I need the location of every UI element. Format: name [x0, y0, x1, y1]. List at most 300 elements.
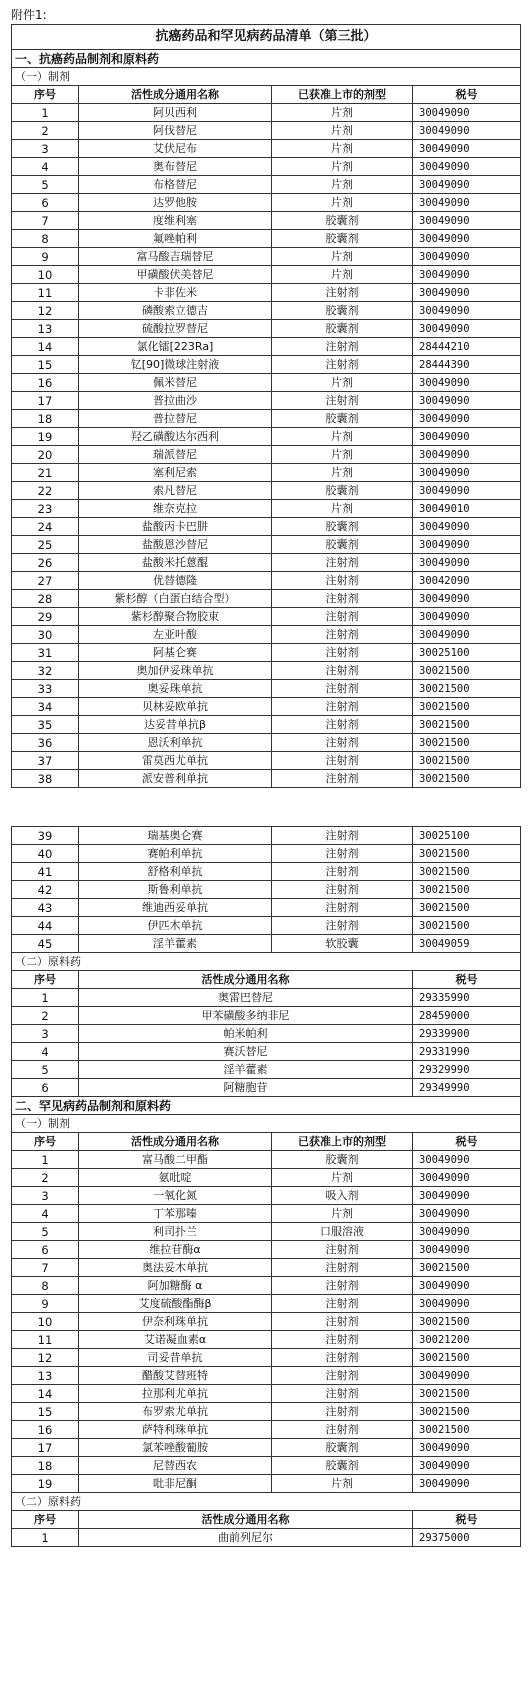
- row-index: 15: [12, 1403, 79, 1421]
- row-dosage-form: 注射剂: [272, 1367, 413, 1385]
- row-dosage-form: 片剂: [272, 158, 413, 176]
- row-tax-code: 30021500: [413, 752, 521, 770]
- row-tax-code: 29329990: [413, 1061, 521, 1079]
- row-dosage-form: 注射剂: [272, 338, 413, 356]
- row-index: 24: [12, 518, 79, 536]
- row-index: 8: [12, 230, 79, 248]
- row-index: 2: [12, 122, 79, 140]
- row-index: 10: [12, 266, 79, 284]
- table-row: [12, 302, 521, 320]
- row-dosage-form: 片剂: [272, 122, 413, 140]
- row-name: 氯苯唑酸葡胺: [79, 1439, 272, 1457]
- table-row: [12, 122, 521, 140]
- row-name: 佩米替尼: [79, 374, 272, 392]
- row-dosage-form: 注射剂: [272, 899, 413, 917]
- row-index: 33: [12, 680, 79, 698]
- row-name: 硫酸拉罗替尼: [79, 320, 272, 338]
- row-index: 39: [12, 827, 79, 845]
- row-dosage-form: 注射剂: [272, 680, 413, 698]
- table-row: [12, 626, 521, 644]
- table-row: [12, 590, 521, 608]
- row-index: 5: [12, 176, 79, 194]
- row-tax-code: 30049090: [413, 446, 521, 464]
- row-index: 44: [12, 917, 79, 935]
- row-index: 1: [12, 1529, 79, 1547]
- table-row: [12, 1205, 521, 1223]
- table-row: [12, 716, 521, 734]
- row-tax-code: 30021500: [413, 716, 521, 734]
- row-tax-code: 30049090: [413, 1169, 521, 1187]
- table-row: [12, 410, 521, 428]
- section-heading-rare-row: [12, 1097, 521, 1115]
- row-dosage-form: 注射剂: [272, 1331, 413, 1349]
- row-index: 1: [12, 989, 79, 1007]
- subsection-cancer-preparations-row: [12, 68, 521, 86]
- drug-list-table-part2: [11, 826, 521, 1547]
- row-index: 11: [12, 284, 79, 302]
- row-name: 阿糖胞苷: [79, 1079, 413, 1097]
- row-name: 氯化镭[223Ra]: [79, 338, 272, 356]
- table-row: [12, 392, 521, 410]
- row-tax-code: 30049090: [413, 1439, 521, 1457]
- header-index: 序号: [12, 1511, 79, 1529]
- subsection-rare-preparations-row: [12, 1115, 521, 1133]
- table-row: [12, 446, 521, 464]
- table-row: [12, 320, 521, 338]
- row-tax-code: 29349990: [413, 1079, 521, 1097]
- table-row: [12, 1313, 521, 1331]
- row-index: 9: [12, 1295, 79, 1313]
- row-tax-code: 28444390: [413, 356, 521, 374]
- header-row: [12, 86, 521, 104]
- row-dosage-form: 胶囊剂: [272, 518, 413, 536]
- row-name: 盐酸米托蒽醌: [79, 554, 272, 572]
- row-dosage-form: 注射剂: [272, 917, 413, 935]
- row-tax-code: 30049090: [413, 464, 521, 482]
- row-dosage-form: 注射剂: [272, 1403, 413, 1421]
- table-row: [12, 917, 521, 935]
- section-heading-rare: 二、罕见病药品制剂和原料药: [12, 1097, 521, 1115]
- table-row: [12, 1403, 521, 1421]
- table-row: [12, 464, 521, 482]
- row-dosage-form: 片剂: [272, 104, 413, 122]
- table-row: [12, 158, 521, 176]
- table-row: [12, 770, 521, 788]
- row-name: 索凡替尼: [79, 482, 272, 500]
- row-index: 9: [12, 248, 79, 266]
- table-title: 抗癌药品和罕见病药品清单（第三批）: [12, 25, 521, 50]
- row-dosage-form: 胶囊剂: [272, 482, 413, 500]
- header-row: [12, 1511, 521, 1529]
- row-name: 普拉曲沙: [79, 392, 272, 410]
- row-tax-code: 30049090: [413, 1241, 521, 1259]
- row-dosage-form: 胶囊剂: [272, 536, 413, 554]
- row-name: 萨特利珠单抗: [79, 1421, 272, 1439]
- table-row: [12, 1007, 521, 1025]
- row-tax-code: 30049090: [413, 320, 521, 338]
- row-name: 淫羊藿素: [79, 1061, 413, 1079]
- row-tax-code: 30021500: [413, 1259, 521, 1277]
- row-name: 阿加糖酶 α: [79, 1277, 272, 1295]
- row-name: 富马酸二甲酯: [79, 1151, 272, 1169]
- table-row: [12, 935, 521, 953]
- row-name: 达妥昔单抗β: [79, 716, 272, 734]
- row-tax-code: 30049090: [413, 590, 521, 608]
- row-tax-code: 29335990: [413, 989, 521, 1007]
- table-row: [12, 881, 521, 899]
- row-tax-code: 30049090: [413, 626, 521, 644]
- row-index: 8: [12, 1277, 79, 1295]
- row-name: 一氧化氮: [79, 1187, 272, 1205]
- row-name: 优替德隆: [79, 572, 272, 590]
- table-row: [12, 1475, 521, 1493]
- row-tax-code: 30021500: [413, 770, 521, 788]
- table-row: [12, 1187, 521, 1205]
- row-index: 42: [12, 881, 79, 899]
- row-name: 赛帕利单抗: [79, 845, 272, 863]
- table-row: [12, 482, 521, 500]
- table-row: [12, 1259, 521, 1277]
- row-tax-code: 30021500: [413, 845, 521, 863]
- row-tax-code: 30021500: [413, 662, 521, 680]
- row-name: 奥妥珠单抗: [79, 680, 272, 698]
- row-tax-code: 30021500: [413, 1421, 521, 1439]
- row-name: 盐酸丙卡巴肼: [79, 518, 272, 536]
- row-tax-code: 29375000: [413, 1529, 521, 1547]
- row-name: 艾度硫酸酯酶β: [79, 1295, 272, 1313]
- row-name: 羟乙磺酸达尔西利: [79, 428, 272, 446]
- subsection-cancer-raw-row: [12, 953, 521, 971]
- table-row: [12, 1277, 521, 1295]
- header-row: [12, 1133, 521, 1151]
- row-tax-code: 30021200: [413, 1331, 521, 1349]
- table-row: [12, 554, 521, 572]
- row-name: 拉那利尤单抗: [79, 1385, 272, 1403]
- row-index: 7: [12, 212, 79, 230]
- drug-list-table-part1: [11, 24, 521, 788]
- row-dosage-form: 注射剂: [272, 1421, 413, 1439]
- row-tax-code: 30049090: [413, 410, 521, 428]
- row-tax-code: 30049010: [413, 500, 521, 518]
- row-name: 左亚叶酸: [79, 626, 272, 644]
- table-row: [12, 104, 521, 122]
- row-tax-code: 30021500: [413, 680, 521, 698]
- row-tax-code: 28459000: [413, 1007, 521, 1025]
- header-tax-code: 税号: [413, 86, 521, 104]
- table-row: [12, 1043, 521, 1061]
- table-row: [12, 734, 521, 752]
- row-dosage-form: 注射剂: [272, 284, 413, 302]
- row-dosage-form: 口服溶液: [272, 1223, 413, 1241]
- row-tax-code: 30049090: [413, 1475, 521, 1493]
- row-index: 6: [12, 194, 79, 212]
- table-row: [12, 140, 521, 158]
- row-index: 18: [12, 1457, 79, 1475]
- table-row: [12, 356, 521, 374]
- row-name: 紫杉醇（白蛋白结合型）: [79, 590, 272, 608]
- table-row: [12, 1331, 521, 1349]
- row-index: 35: [12, 716, 79, 734]
- row-name: 磷酸索立德吉: [79, 302, 272, 320]
- row-tax-code: 30049090: [413, 536, 521, 554]
- row-index: 22: [12, 482, 79, 500]
- row-index: 6: [12, 1079, 79, 1097]
- row-index: 17: [12, 392, 79, 410]
- table-row: [12, 1025, 521, 1043]
- row-dosage-form: 注射剂: [272, 1385, 413, 1403]
- row-tax-code: 30021500: [413, 1385, 521, 1403]
- row-index: 43: [12, 899, 79, 917]
- row-name: 氟唑帕利: [79, 230, 272, 248]
- row-dosage-form: 注射剂: [272, 1241, 413, 1259]
- row-index: 29: [12, 608, 79, 626]
- table-row: [12, 266, 521, 284]
- row-name: 醋酸艾替班特: [79, 1367, 272, 1385]
- header-index: 序号: [12, 86, 79, 104]
- row-name: 吡非尼酮: [79, 1475, 272, 1493]
- table-row: [12, 1529, 521, 1547]
- row-tax-code: 30049090: [413, 518, 521, 536]
- header-tax-code: 税号: [413, 1511, 521, 1529]
- row-index: 30: [12, 626, 79, 644]
- row-tax-code: 30049090: [413, 608, 521, 626]
- row-index: 3: [12, 1025, 79, 1043]
- row-dosage-form: 片剂: [272, 248, 413, 266]
- subsection-rare-preparations: （一）制剂: [12, 1115, 521, 1133]
- row-index: 5: [12, 1061, 79, 1079]
- row-dosage-form: 注射剂: [272, 1295, 413, 1313]
- header-name: 活性成分通用名称: [79, 86, 272, 104]
- row-dosage-form: 注射剂: [272, 716, 413, 734]
- table-row: [12, 284, 521, 302]
- row-index: 7: [12, 1259, 79, 1277]
- table-row: [12, 1151, 521, 1169]
- row-tax-code: 30025100: [413, 644, 521, 662]
- row-name: 度维利塞: [79, 212, 272, 230]
- row-tax-code: 30049090: [413, 374, 521, 392]
- row-tax-code: 30021500: [413, 863, 521, 881]
- table-row: [12, 230, 521, 248]
- row-name: 普拉替尼: [79, 410, 272, 428]
- row-name: 利司扑兰: [79, 1223, 272, 1241]
- table-row: [12, 845, 521, 863]
- table-row: [12, 1295, 521, 1313]
- row-tax-code: 30021500: [413, 1313, 521, 1331]
- table-row: [12, 1061, 521, 1079]
- row-index: 19: [12, 428, 79, 446]
- row-dosage-form: 胶囊剂: [272, 320, 413, 338]
- header-dosage-form: 已获准上市的剂型: [272, 86, 413, 104]
- row-tax-code: 30021500: [413, 698, 521, 716]
- row-dosage-form: 注射剂: [272, 554, 413, 572]
- table-row: [12, 1385, 521, 1403]
- row-index: 32: [12, 662, 79, 680]
- row-dosage-form: 片剂: [272, 140, 413, 158]
- row-name: 斯鲁利单抗: [79, 881, 272, 899]
- row-tax-code: 30049090: [413, 122, 521, 140]
- table-row: [12, 212, 521, 230]
- row-name: 紫杉醇聚合物胶束: [79, 608, 272, 626]
- table-row: [12, 500, 521, 518]
- row-name: 富马酸吉瑞替尼: [79, 248, 272, 266]
- header-name: 活性成分通用名称: [79, 971, 413, 989]
- row-name: 奥加伊妥珠单抗: [79, 662, 272, 680]
- row-tax-code: 30049090: [413, 212, 521, 230]
- row-index: 12: [12, 302, 79, 320]
- row-index: 1: [12, 104, 79, 122]
- row-tax-code: 30021500: [413, 899, 521, 917]
- table-row: [12, 1169, 521, 1187]
- row-dosage-form: 胶囊剂: [272, 1151, 413, 1169]
- row-index: 15: [12, 356, 79, 374]
- row-dosage-form: 注射剂: [272, 392, 413, 410]
- row-tax-code: 30042090: [413, 572, 521, 590]
- row-name: 派安普利单抗: [79, 770, 272, 788]
- row-index: 10: [12, 1313, 79, 1331]
- row-name: 奥法妥木单抗: [79, 1259, 272, 1277]
- table-row: [12, 1241, 521, 1259]
- table-row: [12, 698, 521, 716]
- row-name: 淫羊藿素: [79, 935, 272, 953]
- row-dosage-form: 注射剂: [272, 626, 413, 644]
- row-dosage-form: 注射剂: [272, 572, 413, 590]
- row-name: 维迪西妥单抗: [79, 899, 272, 917]
- table-row: [12, 752, 521, 770]
- row-index: 20: [12, 446, 79, 464]
- table-row: [12, 338, 521, 356]
- row-dosage-form: 注射剂: [272, 1313, 413, 1331]
- row-name: 尼替西农: [79, 1457, 272, 1475]
- header-name: 活性成分通用名称: [79, 1511, 413, 1529]
- row-dosage-form: 胶囊剂: [272, 1439, 413, 1457]
- row-tax-code: 30049090: [413, 248, 521, 266]
- table-row: [12, 608, 521, 626]
- row-name: 艾诺凝血素α: [79, 1331, 272, 1349]
- row-index: 14: [12, 338, 79, 356]
- table-row: [12, 1421, 521, 1439]
- row-dosage-form: 注射剂: [272, 770, 413, 788]
- row-name: 雷莫西尤单抗: [79, 752, 272, 770]
- row-name: 帕米帕利: [79, 1025, 413, 1043]
- row-tax-code: 30049090: [413, 1205, 521, 1223]
- row-name: 盐酸恩沙替尼: [79, 536, 272, 554]
- section-heading-cancer-row: [12, 50, 521, 68]
- row-dosage-form: 注射剂: [272, 698, 413, 716]
- subsection-rare-raw: （二）原料药: [12, 1493, 521, 1511]
- row-dosage-form: 注射剂: [272, 608, 413, 626]
- row-tax-code: 30049090: [413, 284, 521, 302]
- row-tax-code: 30021500: [413, 881, 521, 899]
- row-name: 恩沃利单抗: [79, 734, 272, 752]
- section-heading-cancer: 一、抗癌药品制剂和原料药: [12, 50, 521, 68]
- row-name: 瑞基奥仑赛: [79, 827, 272, 845]
- row-tax-code: 30049090: [413, 104, 521, 122]
- row-index: 37: [12, 752, 79, 770]
- header-name: 活性成分通用名称: [79, 1133, 272, 1151]
- row-tax-code: 30049090: [413, 230, 521, 248]
- row-dosage-form: 软胶囊: [272, 935, 413, 953]
- row-name: 甲磺酸伏美替尼: [79, 266, 272, 284]
- table-row: [12, 662, 521, 680]
- row-name: 钇[90]微球注射液: [79, 356, 272, 374]
- row-tax-code: 30049090: [413, 302, 521, 320]
- row-dosage-form: 注射剂: [272, 356, 413, 374]
- row-index: 1: [12, 1151, 79, 1169]
- row-index: 11: [12, 1331, 79, 1349]
- row-dosage-form: 片剂: [272, 446, 413, 464]
- table-row: [12, 176, 521, 194]
- row-name: 卡非佐米: [79, 284, 272, 302]
- row-name: 维拉苷酶α: [79, 1241, 272, 1259]
- row-dosage-form: 胶囊剂: [272, 230, 413, 248]
- row-tax-code: 30049090: [413, 482, 521, 500]
- row-name: 伊匹木单抗: [79, 917, 272, 935]
- table-row: [12, 989, 521, 1007]
- row-name: 曲前列尼尔: [79, 1529, 413, 1547]
- table-row: [12, 194, 521, 212]
- row-index: 34: [12, 698, 79, 716]
- row-index: 3: [12, 140, 79, 158]
- row-dosage-form: 注射剂: [272, 644, 413, 662]
- row-tax-code: 30049090: [413, 266, 521, 284]
- table-row: [12, 827, 521, 845]
- row-tax-code: 28444210: [413, 338, 521, 356]
- row-dosage-form: 注射剂: [272, 1277, 413, 1295]
- row-tax-code: 30021500: [413, 1349, 521, 1367]
- row-dosage-form: 片剂: [272, 428, 413, 446]
- row-dosage-form: 注射剂: [272, 662, 413, 680]
- row-index: 14: [12, 1385, 79, 1403]
- row-tax-code: 30049090: [413, 140, 521, 158]
- row-dosage-form: 注射剂: [272, 752, 413, 770]
- row-index: 5: [12, 1223, 79, 1241]
- table-row: [12, 680, 521, 698]
- row-name: 伊奈利珠单抗: [79, 1313, 272, 1331]
- row-tax-code: 30021500: [413, 734, 521, 752]
- row-tax-code: 30025100: [413, 827, 521, 845]
- row-dosage-form: 注射剂: [272, 590, 413, 608]
- row-index: 41: [12, 863, 79, 881]
- row-index: 6: [12, 1241, 79, 1259]
- table-row: [12, 518, 521, 536]
- row-tax-code: 30049090: [413, 194, 521, 212]
- row-name: 艾伏尼布: [79, 140, 272, 158]
- table-row: [12, 1367, 521, 1385]
- table-row: [12, 248, 521, 266]
- row-index: 4: [12, 158, 79, 176]
- row-name: 丁苯那嗪: [79, 1205, 272, 1223]
- row-dosage-form: 吸入剂: [272, 1187, 413, 1205]
- row-name: 贝林妥欧单抗: [79, 698, 272, 716]
- row-dosage-form: 片剂: [272, 500, 413, 518]
- header-tax-code: 税号: [413, 1133, 521, 1151]
- row-name: 甲苯磺酸多纳非尼: [79, 1007, 413, 1025]
- header-index: 序号: [12, 1133, 79, 1151]
- header-tax-code: 税号: [413, 971, 521, 989]
- row-name: 舒格利单抗: [79, 863, 272, 881]
- row-dosage-form: 胶囊剂: [272, 1457, 413, 1475]
- row-name: 奥布替尼: [79, 158, 272, 176]
- row-index: 27: [12, 572, 79, 590]
- row-name: 阿基仑赛: [79, 644, 272, 662]
- row-name: 塞利尼索: [79, 464, 272, 482]
- row-dosage-form: 注射剂: [272, 1259, 413, 1277]
- table-row: [12, 863, 521, 881]
- row-index: 23: [12, 500, 79, 518]
- table-row: [12, 1439, 521, 1457]
- row-dosage-form: 片剂: [272, 1475, 413, 1493]
- row-index: 16: [12, 1421, 79, 1439]
